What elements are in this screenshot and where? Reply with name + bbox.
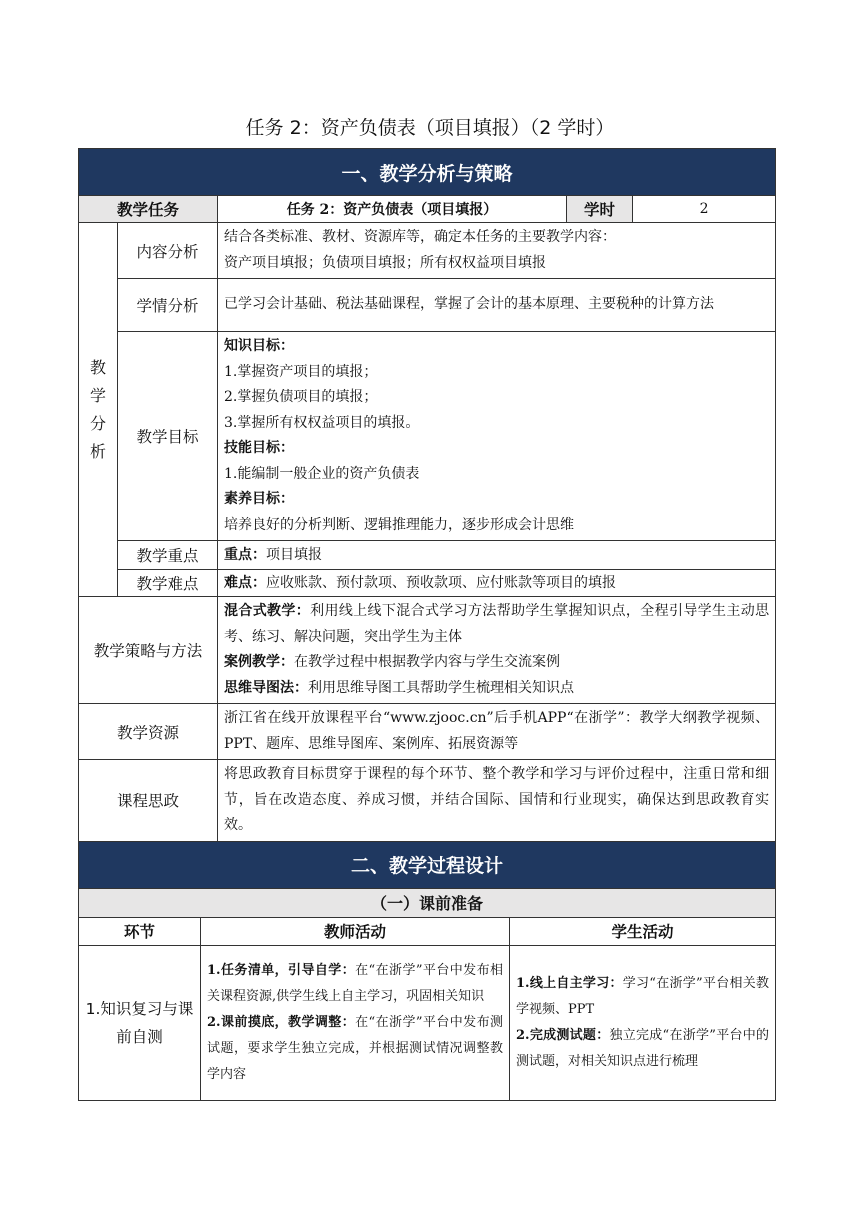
knowledge-title: 知识目标： — [224, 338, 294, 354]
col-stage: 环节 — [79, 917, 201, 945]
page-title: 任务 2：资产负债表（项目填报）（2 学时） — [245, 117, 615, 139]
section2-subheading: （一）课前准备 — [79, 888, 776, 917]
difficulty-label: 教学难点 — [118, 570, 218, 597]
skill-item: 1.能编制一般企业的资产负债表 — [224, 465, 420, 482]
process-table — [78, 841, 776, 1101]
knowledge-item: 2.掌握负债项目的填报； — [224, 389, 378, 405]
analysis-table — [78, 148, 776, 842]
strategy-item: 案例教学：在教学过程中根据教学内容与学生交流案例 — [224, 654, 560, 670]
section1-heading: 一、教学分析与策略 — [79, 149, 776, 196]
learner-label: 学情分析 — [118, 279, 218, 332]
key-value: 项目填报 — [266, 547, 322, 563]
strategy-item: 思维导图法：利用思维导图工具帮助学生梳理相关知识点 — [224, 679, 574, 696]
task-label: 教学任务 — [79, 196, 218, 223]
task-value: 任务 2：资产负债表（项目填报） — [218, 196, 567, 223]
skill-title: 技能目标： — [224, 440, 294, 456]
key-label: 教学重点 — [118, 541, 218, 570]
section2-heading: 二、教学过程设计 — [79, 841, 776, 888]
content-label: 内容分析 — [118, 223, 218, 279]
difficulty-value: 应收账款、预付款项、预收款项、应付账款等项目的填报 — [266, 575, 616, 591]
content-line: 结合各类标准、教材、资源库等，确定本任务的主要教学内容： — [224, 229, 616, 245]
resources-label: 教学资源 — [79, 704, 218, 760]
student-item: 2.完成测试题：独立完成“在浙学”平台中的测试题，对相关知识点进行梳理 — [516, 1027, 770, 1069]
learner-text: 已学习会计基础、税法基础课程，掌握了会计的基本原理、主要税种的计算方法 — [218, 279, 776, 332]
literacy-item: 培养良好的分析判断、逻辑推理能力，逐步形成会计思维 — [224, 516, 574, 533]
goals-label: 教学目标 — [118, 332, 218, 541]
resources-text: 浙江省在线开放课程平台“www.zjooc.cn”后手机APP“在浙学”：教学大纲教学视频、PPT、题库、思维导图库、案例库、拓展资源等 — [218, 704, 776, 760]
analysis-char: 析 — [89, 441, 106, 461]
strategy-label: 教学策略与方法 — [79, 597, 218, 704]
content-text — [218, 223, 776, 279]
key-prefix: 重点： — [224, 547, 266, 563]
strategy-item: 混合式教学：利用线上线下混合式学习方法帮助学生掌握知识点，全程引导学生主动思考、练习、解决问题，突出学生为主体 — [224, 603, 770, 645]
knowledge-item: 1.掌握资产项目的填报； — [224, 363, 378, 380]
goals-text — [218, 332, 776, 541]
analysis-char: 教 — [89, 357, 106, 377]
teacher-item: 1.任务清单，引导自学：在“在浙学”平台中发布相关课程资源,供学生线上自主学习，巩固相关知识 — [207, 962, 503, 1004]
teacher-item: 2.课前摸底，教学调整：在“在浙学”平台中发布测试题，要求学生独立完成，并根据测试情况调整教学内容 — [207, 1014, 503, 1082]
strategy-text — [218, 597, 776, 704]
lesson-plan-table — [78, 148, 775, 1101]
literacy-title: 素养目标： — [224, 491, 294, 507]
col-student: 学生活动 — [510, 917, 776, 945]
key-text — [218, 541, 776, 570]
analysis-char: 分 — [89, 413, 106, 433]
col-teacher: 教师活动 — [201, 917, 510, 945]
analysis-label — [79, 223, 118, 597]
knowledge-item: 3.掌握所有权权益项目的填报。 — [224, 414, 420, 431]
hours-value: 2 — [633, 196, 776, 223]
teacher-activity — [201, 945, 510, 1100]
ideology-text: 将思政教育目标贯穿于课程的每个环节、整个教学和学习与评价过程中，注重日常和细节，旨在改造态度、养成习惯，并结合国际、国情和行业现实，确保达到思政教育实效。 — [218, 760, 776, 842]
hours-label: 学时 — [567, 196, 633, 223]
stage-cell: 1.知识复习与课前自测 — [79, 945, 201, 1100]
student-item: 1.线上自主学习：学习“在浙学”平台相关教学视频、PPT — [516, 975, 770, 1017]
student-activity — [510, 945, 776, 1100]
difficulty-text — [218, 570, 776, 597]
content-line: 资产项目填报；负债项目填报；所有权权益项目填报 — [224, 254, 546, 271]
analysis-char: 学 — [89, 385, 106, 405]
difficulty-prefix: 难点： — [224, 575, 266, 591]
ideology-label: 课程思政 — [79, 760, 218, 842]
